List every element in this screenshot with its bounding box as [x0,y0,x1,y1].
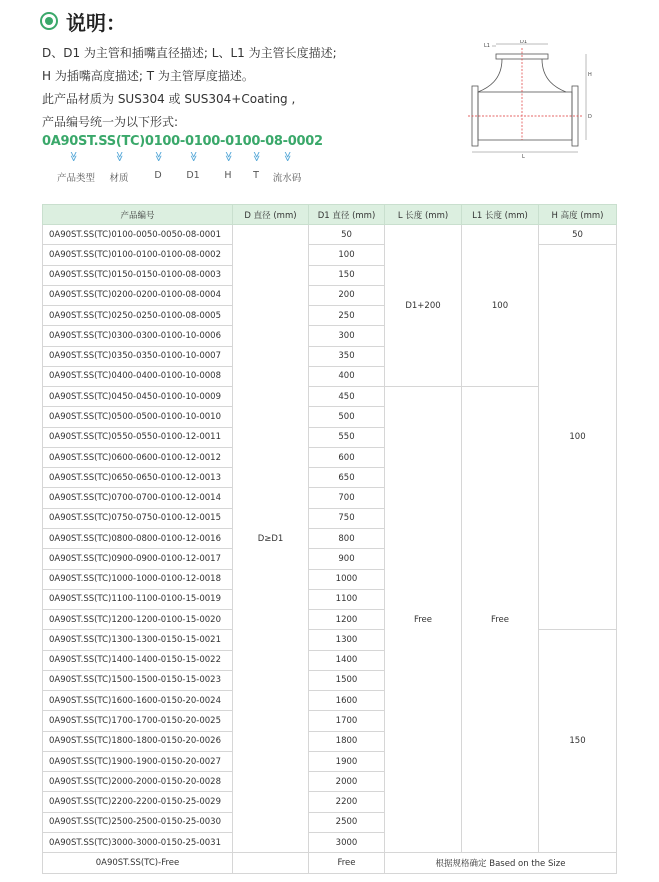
d1-diameter-cell: 200 [309,285,385,305]
model-code: 0A90ST.SS(TC)0100-0100-0100-08-0002 [42,134,323,149]
product-code-cell: 0A90ST.SS(TC)0700-0700-0100-12-0014 [43,488,233,508]
header-cell: D1 直径 (mm) [309,205,385,225]
product-code-cell: 0A90ST.SS(TC)0500-0500-0100-10-0010 [43,407,233,427]
h-height-cell: 100 [539,245,617,630]
product-code-cell: 0A90ST.SS(TC)1900-1900-0150-20-0027 [43,751,233,771]
chevron-down-icon: ≫ [281,151,293,162]
d1-diameter-cell: 100 [309,245,385,265]
d1-diameter-cell: 1300 [309,630,385,650]
header-cell: H 高度 (mm) [539,205,617,225]
product-code-cell: 0A90ST.SS(TC)0300-0300-0100-10-0006 [43,326,233,346]
product-code-cell: 0A90ST.SS(TC)1500-1500-0150-15-0023 [43,670,233,690]
diagram-label-l1: L1 [484,43,490,49]
table-header-row [43,205,617,225]
chevron-down-icon: ≫ [187,151,199,162]
d1-diameter-cell: 900 [309,549,385,569]
product-code-cell: 0A90ST.SS(TC)0650-0650-0100-12-0013 [43,468,233,488]
product-code-cell: 0A90ST.SS(TC)1100-1100-0100-15-0019 [43,589,233,609]
chevron-down-icon: ≫ [67,151,79,162]
header-cell: 产品编号 [43,205,233,225]
bullet-icon [40,12,58,30]
d1-diameter-cell: 400 [309,366,385,386]
product-code-cell: 0A90ST.SS(TC)0150-0150-0100-08-0003 [43,265,233,285]
description-line: 此产品材质为 SUS304 或 SUS304+Coating , [42,92,296,106]
d1-diameter-cell: 1100 [309,589,385,609]
d1-diameter-cell: 750 [309,508,385,528]
header-cell: L1 长度 (mm) [462,205,539,225]
d1-diameter-cell: 250 [309,306,385,326]
product-code-cell: 0A90ST.SS(TC)2200-2200-0150-25-0029 [43,792,233,812]
product-code-cell: 0A90ST.SS(TC)0400-0400-0100-10-0008 [43,366,233,386]
product-code-cell: 0A90ST.SS(TC)0600-0600-0100-12-0012 [43,447,233,467]
description-line: D、D1 为主管和插嘴直径描述; L、L1 为主管长度描述; [42,46,337,60]
d1-diameter-cell: 1900 [309,751,385,771]
product-code-cell: 0A90ST.SS(TC)1200-1200-0100-15-0020 [43,610,233,630]
legend-item-d1: ≫ D1 [181,152,205,181]
d1-diameter-cell: 1400 [309,650,385,670]
l-length-cell: D1+200 [385,225,462,387]
section-title: 说明： [66,10,126,35]
d1-diameter-cell: 2500 [309,812,385,832]
d1-diameter-cell: 800 [309,528,385,548]
l1-length-cell: 100 [462,225,539,387]
product-code-cell: 0A90ST.SS(TC)2500-2500-0150-25-0030 [43,812,233,832]
product-code-cell: 0A90ST.SS(TC)0450-0450-0100-10-0009 [43,387,233,407]
description-line: 产品编号统一为以下形式: [42,115,179,129]
legend-item-h: ≫ H [216,152,240,181]
diagram-label-h: H [588,72,592,78]
product-code-cell: 0A90ST.SS(TC)0100-0100-0100-08-0002 [43,245,233,265]
product-code-cell: 0A90ST.SS(TC)1300-1300-0150-15-0021 [43,630,233,650]
l-length-cell: Free [385,387,462,853]
d1-diameter-cell: 150 [309,265,385,285]
d1-diameter-cell: 1200 [309,610,385,630]
product-code-cell: 0A90ST.SS(TC)0900-0900-0100-12-0017 [43,549,233,569]
d1-diameter-cell: 1000 [309,569,385,589]
d1-diameter-cell: Free [309,853,385,873]
product-code-cell: 0A90ST.SS(TC)0750-0750-0100-12-0015 [43,508,233,528]
h-height-cell: 50 [539,225,617,245]
table-row [43,225,617,245]
l1-length-cell: Free [462,387,539,853]
product-code-cell: 0A90ST.SS(TC)1600-1600-0150-20-0024 [43,691,233,711]
chevron-down-icon: ≫ [113,151,125,162]
table-row-free [43,853,617,873]
d1-diameter-cell: 650 [309,468,385,488]
product-code-cell: 0A90ST.SS(TC)1700-1700-0150-20-0025 [43,711,233,731]
d1-diameter-cell: 2200 [309,792,385,812]
product-code-cell: 0A90ST.SS(TC)0350-0350-0100-10-0007 [43,346,233,366]
product-code-cell: 0A90ST.SS(TC)1400-1400-0150-15-0022 [43,650,233,670]
diagram-label-d: D [588,114,592,120]
product-code-cell: 0A90ST.SS(TC)0250-0250-0100-08-0005 [43,306,233,326]
tee-pipe-diagram [466,40,596,162]
description [42,42,337,134]
section-heading [40,9,126,33]
d1-diameter-cell: 3000 [309,832,385,852]
product-code-cell: 0A90ST.SS(TC)1000-1000-0100-12-0018 [43,569,233,589]
legend-item-serial: ≫ 流水码 [270,152,304,184]
d1-diameter-cell: 600 [309,447,385,467]
product-code-cell: 0A90ST.SS(TC)1800-1800-0150-20-0026 [43,731,233,751]
description-line: H 为插嘴高度描述; T 为主管厚度描述。 [42,69,254,83]
d1-diameter-cell: 350 [309,346,385,366]
legend-item-t: ≫ T [244,152,268,181]
product-code-cell: 0A90ST.SS(TC)3000-3000-0150-25-0031 [43,832,233,852]
product-code-cell: 0A90ST.SS(TC)2000-2000-0150-20-0028 [43,772,233,792]
table-row [43,387,617,407]
chevron-down-icon: ≫ [222,151,234,162]
d1-diameter-cell: 50 [309,225,385,245]
d1-diameter-cell: 1600 [309,691,385,711]
d1-diameter-cell: 700 [309,488,385,508]
header-cell: L 长度 (mm) [385,205,462,225]
spec-table [42,204,617,874]
d-diameter-cell: D≥D1 [233,225,309,853]
product-code-cell: 0A90ST.SS(TC)-Free [43,853,233,873]
product-code-cell: 0A90ST.SS(TC)0800-0800-0100-12-0016 [43,528,233,548]
d1-diameter-cell: 2000 [309,772,385,792]
product-code-cell: 0A90ST.SS(TC)0200-0200-0100-08-0004 [43,285,233,305]
header-cell: D 直径 (mm) [233,205,309,225]
chevron-down-icon: ≫ [250,151,262,162]
d1-diameter-cell: 500 [309,407,385,427]
d1-diameter-cell: 550 [309,427,385,447]
d-diameter-cell [233,853,309,873]
product-code-cell: 0A90ST.SS(TC)0550-0550-0100-12-0011 [43,427,233,447]
d1-diameter-cell: 1500 [309,670,385,690]
diagram-label-l: L [522,154,525,160]
legend-item-type: ≫ 产品类型 [57,151,96,184]
product-code-cell: 0A90ST.SS(TC)0100-0050-0050-08-0001 [43,225,233,245]
d1-diameter-cell: 450 [309,387,385,407]
d1-diameter-cell: 300 [309,326,385,346]
h-height-cell: 150 [539,630,617,853]
d1-diameter-cell: 1800 [309,731,385,751]
size-note-cell: 根据规格确定 Based on the Size [385,853,617,873]
legend-item-material: ≫ 材质 [104,152,134,184]
legend-item-d: ≫ D [146,152,170,181]
chevron-down-icon: ≫ [152,151,164,162]
d1-diameter-cell: 1700 [309,711,385,731]
diagram-label-d1: D1 [520,40,528,45]
